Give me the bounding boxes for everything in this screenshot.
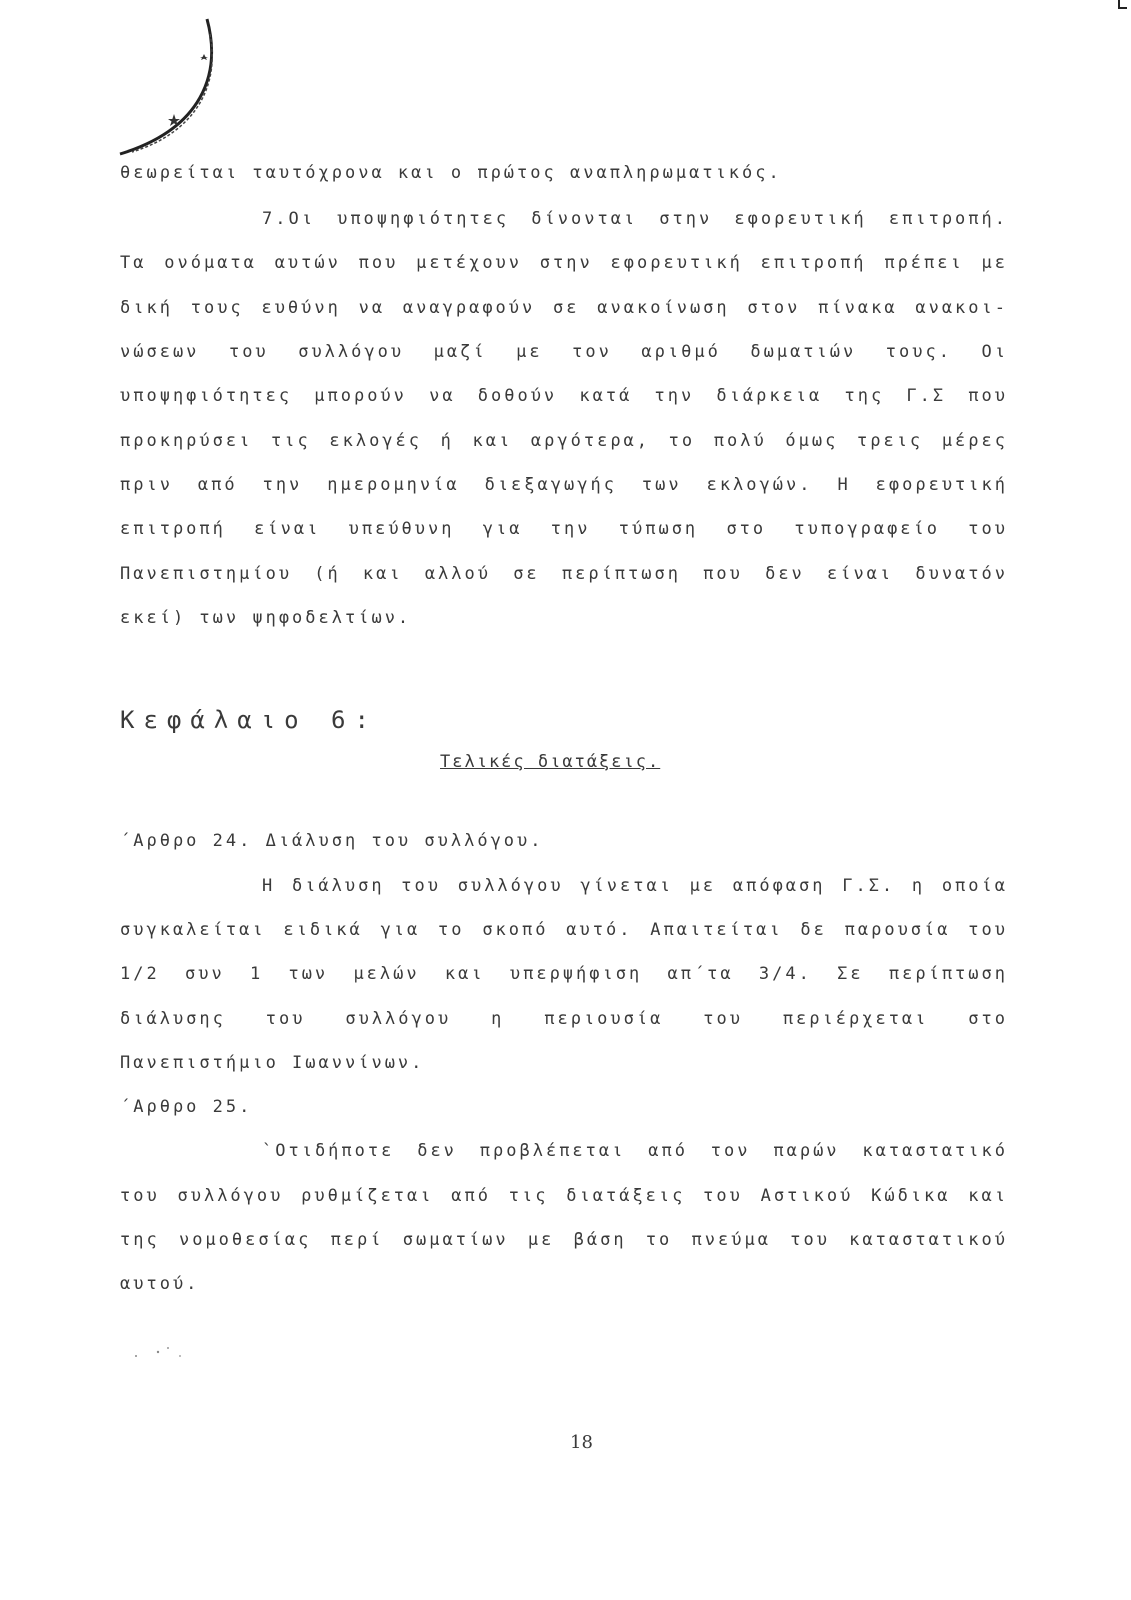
section-title: Τελικές διατάξεις. [440, 752, 661, 772]
paragraph-line: εκεί) των ψηφοδελτίων. [120, 608, 412, 628]
paragraph-line: δική τους ευθύνη να αναγραφούν σε ανακοίνωση στον πίνακα ανακοι- [120, 298, 1008, 318]
article-24-line: Η διάλυση του συλλόγου γίνεται με απόφαση Γ.Σ. η οποία [262, 876, 1008, 896]
paragraph-line: υποψηφιότητες μπορούν να δοθούν κατά την διάρκεια της Γ.Σ που [120, 386, 1008, 406]
article-24-line: 1/2 συν 1 των μελών και υπερψήφιση απ΄τα 3/4. Σε περίπτωση [120, 964, 1008, 984]
scan-specks-icon [128, 1344, 198, 1364]
article-25-line: αυτού. [120, 1274, 200, 1294]
article-24-line: διάλυσης του συλλόγου η περιουσία του περιέρχεται στο [120, 1009, 1008, 1029]
paragraph-line: πριν από την ημερομηνία διεξαγωγής των εκλογών. Η εφορευτική [120, 475, 1008, 495]
article-24-line: συγκαλείται ειδικά για το σκοπό αυτό. Απαιτείται δε παρουσία του [120, 920, 1008, 940]
article-24-heading: ΄Αρθρο 24. Διάλυση του συλλόγου. [120, 831, 544, 851]
article-25-heading: ΄Αρθρο 25. [120, 1097, 253, 1117]
article-25-line: του συλλόγου ρυθμίζεται από τις διατάξεις του Αστικού Κώδικα και [120, 1186, 1008, 1206]
paragraph-line: Τα ονόματα αυτών που μετέχουν στην εφορευτική επιτροπή πρέπει με [120, 253, 1008, 273]
paragraph-line: Πανεπιστημίου (ή και αλλού σε περίπτωση που δεν είναι δυνατόν [120, 564, 1008, 584]
paragraph-line: θεωρείται ταυτόχρονα και ο πρώτος αναπληρωματικός. [120, 163, 782, 183]
stamp-seal-icon [112, 14, 232, 164]
article-25-line: `Οτιδήποτε δεν προβλέπεται από τον παρών καταστατικό [262, 1141, 1008, 1161]
paragraph-line: επιτροπή είναι υπεύθυνη για την τύπωση στο τυπογραφείο του [120, 519, 1008, 539]
page-number: 18 [570, 1432, 593, 1453]
paragraph-line: νώσεων του συλλόγου μαζί με τον αριθμό δωματιών τους. Οι [120, 342, 1008, 362]
article-24-line: Πανεπιστήμιο Ιωαννίνων. [120, 1053, 425, 1073]
paragraph-line: 7.Οι υποψηφιότητες δίνονται στην εφορευτική επιτροπή. [262, 209, 1008, 229]
chapter-heading: Κεφάλαιο 6: [120, 706, 378, 734]
article-25-line: της νομοθεσίας περί σωματίων με βάση το πνεύμα του καταστατικού [120, 1230, 1008, 1250]
paragraph-line: προκηρύσει τις εκλογές ή και αργότερα, το πολύ όμως τρεις μέρες [120, 431, 1008, 451]
scan-edge-mark-icon [1117, 0, 1129, 12]
